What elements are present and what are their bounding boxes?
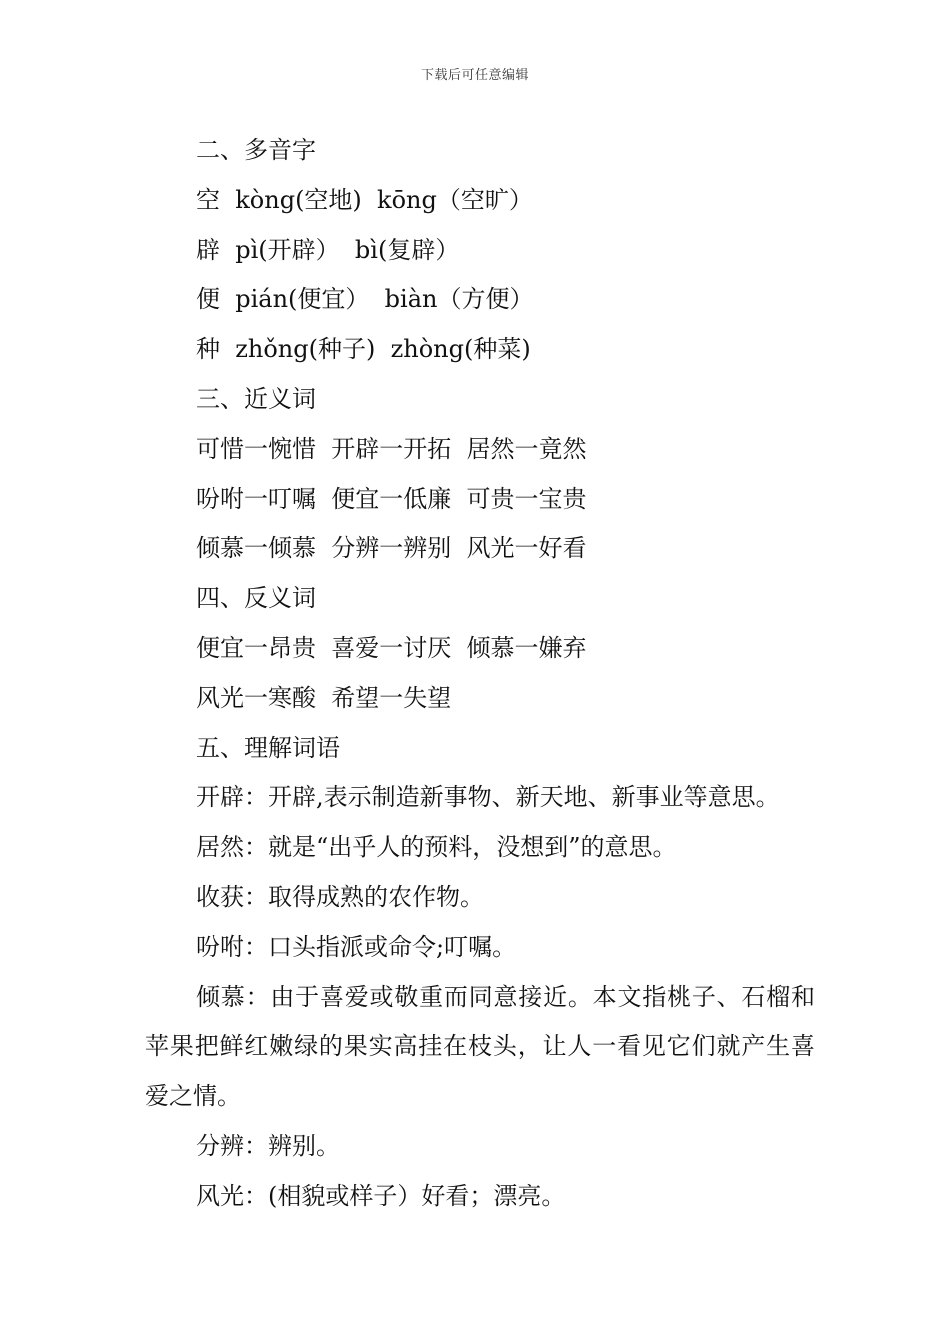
- section-heading-synonyms: 三、近义词: [196, 384, 316, 413]
- polyphone-pian: 便 pián(便宜） biàn（方便）: [196, 285, 534, 314]
- definition-shouhuo: 收获：取得成熟的农作物。: [196, 882, 484, 911]
- polyphone-zhong: 种 zhǒng(种子) zhòng(种菜): [196, 335, 531, 364]
- definition-qingmu: 倾慕：由于喜爱或敬重而同意接近。本文指桃子、石榴和苹果把鲜红嫩绿的果实高挂在枝头，让人一看见它们就产生喜爱之情。: [145, 982, 815, 1111]
- section-heading-antonyms: 四、反义词: [196, 584, 316, 613]
- antonym-row-1: 便宜一昂贵 喜爱一讨厌 倾慕一嫌弃: [196, 633, 587, 662]
- definition-kaipi: 开辟：开辟,表示制造新事物、新天地、新事业等意思。: [196, 783, 780, 812]
- definition-fengguang: 风光：(相貌或样子）好看；漂亮。: [196, 1181, 566, 1210]
- document-body: [145, 126, 815, 1222]
- polyphone-kong: 空 kòng(空地) kōng（空旷）: [196, 185, 533, 214]
- polyphone-pi: 辟 pì(开辟） bì(复辟）: [196, 235, 460, 264]
- section-heading-polyphones: 二、多音字: [196, 136, 316, 164]
- synonym-row-1: 可惜一惋惜 开辟一开拓 居然一竟然: [196, 434, 587, 463]
- synonym-row-3: 倾慕一倾慕 分辨一辨别 风光一好看: [196, 534, 587, 563]
- section-heading-definitions: 五、理解词语: [196, 733, 340, 762]
- definition-fenbian: 分辨：辨别。: [196, 1131, 340, 1160]
- synonym-row-2: 吩咐一叮嘱 便宜一低廉 可贵一宝贵: [196, 484, 587, 513]
- definition-fenfu: 吩咐：口头指派或命令;叮嘱。: [196, 932, 517, 961]
- page-header: 下载后可任意编辑: [420, 68, 529, 83]
- definition-juran: 居然：就是“出乎人的预料，没想到”的意思。: [196, 833, 677, 862]
- antonym-row-2: 风光一寒酸 希望一失望: [196, 683, 452, 712]
